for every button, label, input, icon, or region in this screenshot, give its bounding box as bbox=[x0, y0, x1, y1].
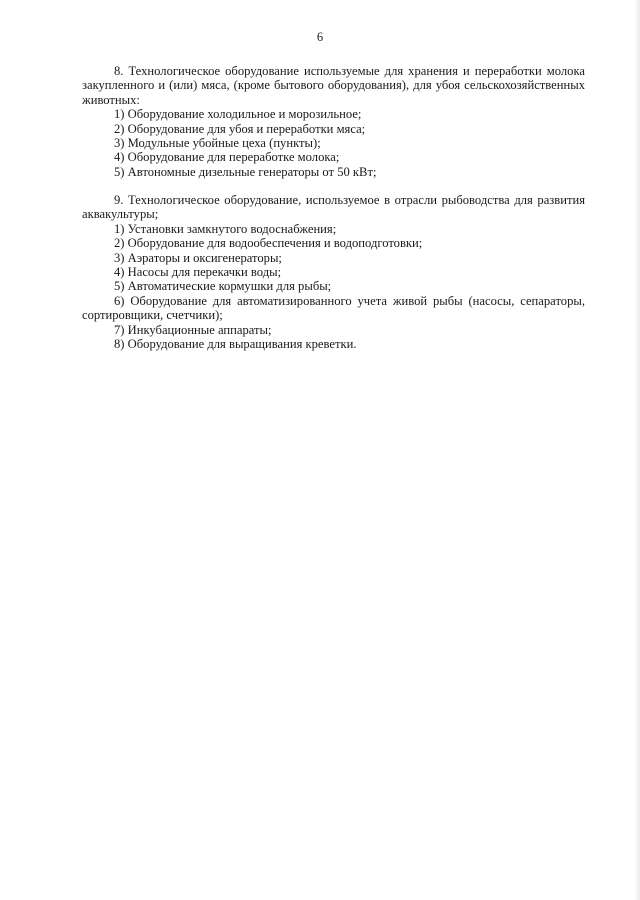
list-item: 5) Автоматические кормушки для рыбы; bbox=[114, 279, 332, 294]
list-item: 3) Аэраторы и оксигенераторы; bbox=[114, 250, 282, 265]
section-9-intro: 9. Технологическое оборудование, используемое в отрасли рыбоводства для развития аквакультуры; bbox=[82, 193, 585, 222]
list-item: 2) Оборудование для водообеспечения и водоподготовки; bbox=[114, 236, 423, 251]
list-item: 8) Оборудование для выращивания креветки. bbox=[114, 337, 357, 352]
section-9-list bbox=[82, 222, 585, 352]
list-item: 4) Насосы для перекачки воды; bbox=[114, 265, 282, 280]
list-item: 1) Установки замкнутого водоснабжения; bbox=[114, 221, 337, 236]
page-number: 6 bbox=[316, 30, 324, 44]
list-item: 6) Оборудование для автоматизированного учета живой рыбы (насосы, сепараторы, сортировщики, счетчики); bbox=[82, 293, 585, 323]
list-item: 4) Оборудование для переработке молока; bbox=[114, 150, 340, 165]
list-item: 1) Оборудование холодильное и морозильное; bbox=[114, 107, 362, 122]
list-item: 3) Модульные убойные цеха (пункты); bbox=[114, 136, 321, 151]
section-8-list bbox=[82, 107, 585, 179]
list-item: 5) Автономные дизельные генераторы от 50 кВт; bbox=[114, 164, 377, 179]
list-item: 7) Инкубационные аппараты; bbox=[114, 322, 272, 337]
section-9 bbox=[82, 193, 585, 351]
list-item: 2) Оборудование для убоя и переработки мяса; bbox=[114, 121, 366, 136]
section-8 bbox=[82, 64, 585, 179]
section-8-intro: 8. Технологическое оборудование используемые для хранения и переработки молока закупленного и (или) мяса, (кроме бытового оборудования), для убоя сельскохозяйственных животных: bbox=[82, 64, 585, 107]
scan-edge-shadow bbox=[634, 0, 640, 900]
